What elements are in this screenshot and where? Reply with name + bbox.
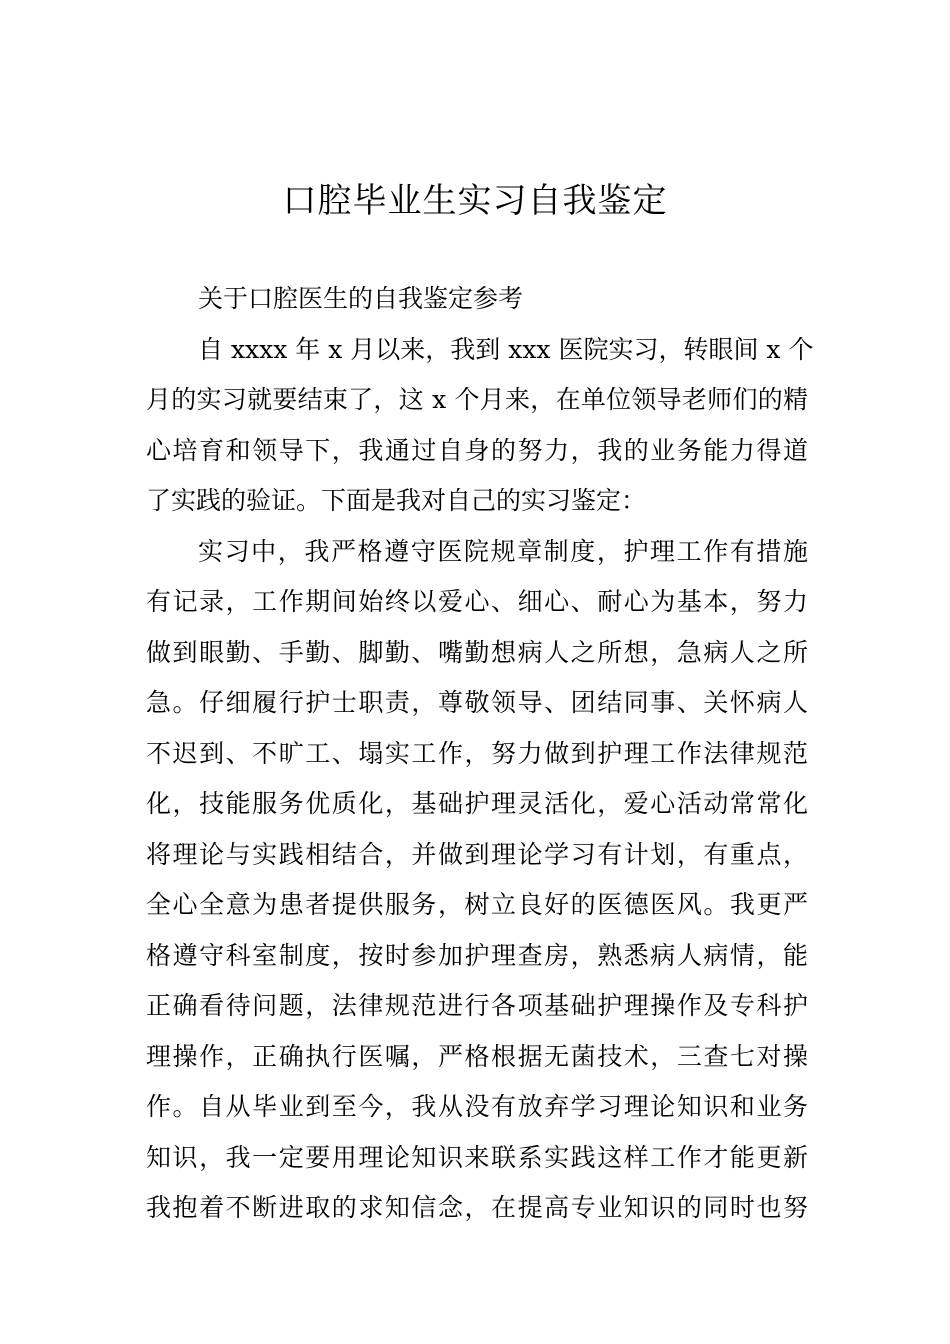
text-line: 有记录，工作期间始终以爱心、细心、耐心为基本，努力 — [146, 587, 808, 616]
text-line: 理操作，正确执行医嘱，严格根据无菌技术，三查七对操 — [146, 1041, 808, 1071]
text-line: 心培育和领导下，我通过自身的努力，我的业务能力得道 — [146, 435, 808, 465]
text-line: 关于口腔医生的自我鉴定参考 — [198, 284, 524, 313]
text-line: 自 xxxx 年 x 月以来，我到 xxx 医院实习，转眼间 x 个 — [198, 334, 814, 364]
text-line: 做到眼勤、手勤、脚勤、嘴勤想病人之所想，急病人之所 — [146, 637, 808, 667]
text-line: 作。自从毕业到至今，我从没有放弃学习理论知识和业务 — [146, 1092, 808, 1121]
text-line: 不迟到、不旷工、塌实工作，努力做到护理工作法律规范 — [146, 738, 808, 768]
text-line: 急。仔细履行护士职责，尊敬领导、团结同事、关怀病人 — [146, 688, 808, 717]
text-line: 我抱着不断进取的求知信念，在提高专业知识的同时也努 — [146, 1193, 808, 1222]
text-line: 正确看待问题，法律规范进行各项基础护理操作及专科护 — [146, 991, 808, 1020]
document-body — [146, 274, 814, 1234]
text-line: 月的实习就要结束了，这 x 个月来，在单位领导老师们的精 — [146, 385, 808, 414]
text-line: 全心全意为患者提供服务，树立良好的医德医风。我更严 — [146, 890, 808, 919]
document-title: 口腔毕业生实习自我鉴定 — [282, 181, 668, 221]
text-line: 化，技能服务优质化，基础护理灵活化，爱心活动常常化 — [146, 789, 808, 818]
text-line: 将理论与实践相结合，并做到理论学习有计划，有重点， — [146, 839, 808, 869]
text-line: 了实践的验证。下面是我对自己的实习鉴定： — [146, 486, 647, 515]
text-line: 实习中，我严格遵守医院规章制度，护理工作有措施 — [198, 536, 808, 566]
text-line: 知识，我一定要用理论知识来联系实践这样工作才能更新 — [146, 1142, 808, 1172]
text-line: 格遵守科室制度，按时参加护理查房，熟悉病人病情，能 — [146, 940, 808, 970]
